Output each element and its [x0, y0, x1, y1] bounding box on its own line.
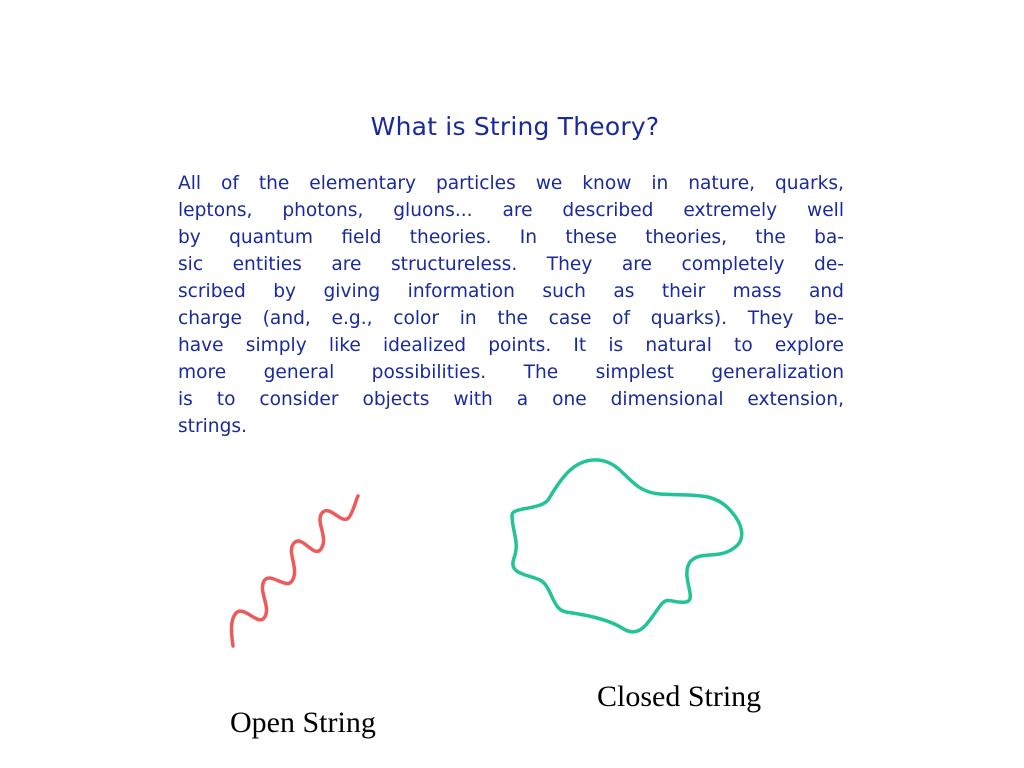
body-line: leptons, photons, gluons... are described extremely well — [178, 200, 844, 221]
open-string-wave-icon — [231, 496, 358, 646]
body-line: have simply like idealized points. It is natural to explore — [178, 335, 844, 356]
body-line: scribed by giving information such as their mass and — [178, 281, 844, 302]
body-line: by quantum field theories. In these theories, the ba- — [178, 227, 844, 248]
body-line: strings. — [178, 416, 247, 437]
slide-title: What is String Theory? — [370, 112, 660, 141]
body-line: charge (and, e.g., color in the case of quarks). They be- — [178, 308, 844, 329]
body-line: All of the elementary particles we know in nature, quarks, — [178, 173, 844, 194]
body-line: is to consider objects with a one dimensional extension, — [178, 389, 844, 410]
body-line: more general possibilities. The simplest generalization — [178, 362, 844, 383]
open-string-caption: Open String — [230, 706, 376, 739]
closed-string-loop-icon — [512, 460, 742, 632]
body-line: sic entities are structureless. They are completely de- — [178, 254, 844, 275]
closed-string-caption: Closed String — [597, 680, 762, 713]
